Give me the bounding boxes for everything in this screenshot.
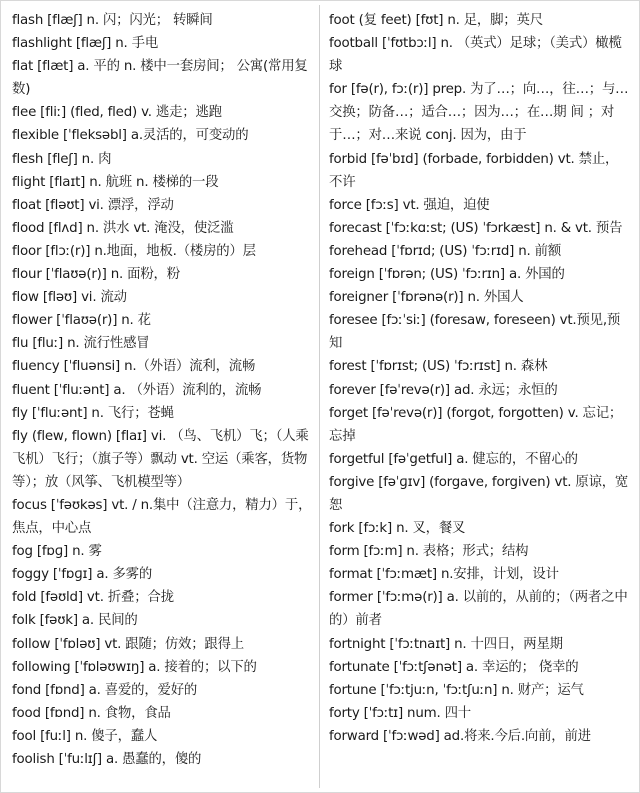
entry-follow: follow [ˈfɒləʊ] vt. 跟随；仿效；跟得上 bbox=[12, 636, 244, 652]
left-column bbox=[12, 9, 312, 771]
entry-forehead: forehead [ˈfɒrɪd; (US) ˈfɔːrɪd] n. 前额 bbox=[329, 243, 562, 259]
entry-flow: flow [fləʊ] vi. 流动 bbox=[12, 290, 127, 306]
entry-focus: focus [ˈfəʊkəs] vt. / n.集中（注意力，精力）于，焦点，中心点 bbox=[12, 497, 312, 537]
entry-flash: flash [flæʃ] n. 闪；闪光； 转瞬间 bbox=[12, 13, 213, 28]
entry-fog: fog [fɒɡ] n. 雾 bbox=[12, 544, 102, 560]
entry-forget: forget [fəˈrevə(r)] (forgot, forgotten) v. 忘记；忘掉 bbox=[329, 405, 623, 444]
entry-fortunate: fortunate [ˈfɔːtʃənət] a. 幸运的； 侥幸的 bbox=[329, 659, 579, 675]
entry-fortnight: fortnight [ˈfɔːtnaɪt] n. 十四日，两星期 bbox=[329, 636, 563, 652]
entry-flee: flee [fliː] (fled, fled) v. 逃走；逃跑 bbox=[12, 105, 222, 121]
entry-forbid: forbid [fəˈbɪd] (forbade, forbidden) vt. 禁止，不许 bbox=[329, 151, 619, 190]
entry-fluency: fluency [ˈfluənsi] n.（外语）流利，流畅 bbox=[12, 359, 256, 375]
entry-flashlight: flashlight [flæʃ] n. 手电 bbox=[12, 36, 159, 52]
entry-food: food [fɒnd] n. 食物，食品 bbox=[12, 705, 171, 721]
entry-forward: forward [ˈfɔːwəd] ad.将来.今后.向前，前进 bbox=[329, 728, 591, 744]
entry-fork: fork [fɔːk] n. 叉，餐叉 bbox=[329, 521, 466, 537]
entry-foresee: foresee [fɔːˈsiː] (foresaw, foreseen) vt.预见,预知 bbox=[329, 313, 621, 352]
entry-foot: foot (复 feet) [fʊt] n. 足，脚；英尺 bbox=[329, 13, 543, 28]
entry-forever: forever [fəˈrevə(r)] ad. 永远；永恒的 bbox=[329, 382, 558, 398]
entry-folk: folk [fəʊk] a. 民间的 bbox=[12, 613, 138, 629]
entry-fluent: fluent [ˈfluːənt] a. （外语）流利的，流畅 bbox=[12, 382, 262, 398]
entry-float: float [fləʊt] vi. 漂浮，浮动 bbox=[12, 197, 174, 213]
entry-foolish: foolish [ˈfuːlɪʃ] a. 愚蠢的，傻的 bbox=[12, 752, 202, 767]
entry-forgetful: forgetful [fəˈgetful] a. 健忘的，不留心的 bbox=[329, 451, 578, 467]
entry-foggy: foggy [ˈfɒɡɪ] a. 多雾的 bbox=[12, 567, 153, 583]
entry-fond: fond [fɒnd] a. 喜爱的，爱好的 bbox=[12, 682, 198, 698]
entry-football: football [ˈfʊtbɔːl] n. （英式）足球；（美式）橄榄球 bbox=[329, 36, 622, 75]
entry-forty: forty [ˈfɔːtɪ] num. 四十 bbox=[329, 705, 471, 721]
entry-flu: flu [fluː] n. 流行性感冒 bbox=[12, 336, 150, 352]
entry-foreigner: foreigner [ˈfɒrənə(r)] n. 外国人 bbox=[329, 290, 524, 306]
entry-floor: floor [flɔː(r)] n.地面，地板.（楼房的）层 bbox=[12, 243, 256, 259]
entry-fly-noun: fly [ˈfluːənt] n. 飞行；苍蝇 bbox=[12, 405, 174, 421]
entry-fool: fool [fuːl] n. 傻子，蠢人 bbox=[12, 728, 158, 744]
entry-fold: fold [fəʊld] vt. 折叠；合拢 bbox=[12, 590, 174, 606]
entry-fly-verb: fly (flew, flown) [flaɪ] vi. （鸟、飞机）飞；（人乘飞机）飞行；（旗子等）飘动 vt. 空运（乘客，货物等）；放（风筝、飞机模型等） bbox=[12, 428, 309, 490]
entry-flesh: flesh [fleʃ] n. 肉 bbox=[12, 151, 112, 167]
entry-flat: flat [flæt] a. 平的 n. 楼中一套房间； 公寓(常用复数) bbox=[12, 59, 308, 98]
entry-forest: forest [ˈfɒrɪst; (US) ˈfɔːrɪst] n. 森林 bbox=[329, 359, 548, 375]
right-column bbox=[329, 9, 629, 748]
column-divider bbox=[319, 5, 320, 788]
entry-following: following [ˈfɒləʊwɪŋ] a. 接着的；以下的 bbox=[12, 659, 257, 675]
entry-flood: flood [flʌd] n. 洪水 vt. 淹没，使泛滥 bbox=[12, 220, 234, 236]
entry-forecast: forecast [ˈfɔːkɑːst; (US) ˈfɔrkæst] n. & vt. 预告 bbox=[329, 220, 623, 236]
entry-former: former [ˈfɔːmə(r)] a. 以前的，从前的；（两者之中的）前者 bbox=[329, 590, 628, 629]
entry-form: form [fɔːm] n. 表格；形式；结构 bbox=[329, 544, 529, 560]
entry-for: for [fə(r), fɔː(r)] prep. 为了…；向…，往…；与…交换；防备…；适合…；因为…；在…期 间 ；对于…；对…来说 conj. 因为，由于 bbox=[329, 82, 629, 144]
entry-fortune: fortune [ˈfɔːtjuːn, ˈfɔːtʃuːn] n. 财产；运气 bbox=[329, 682, 584, 698]
entry-forgive: forgive [fəˈɡɪv] (forgave, forgiven) vt. 原谅，宽恕 bbox=[329, 474, 629, 513]
entry-flower: flower [ˈflaʊə(r)] n. 花 bbox=[12, 313, 151, 329]
entry-flour: flour [ˈflaʊə(r)] n. 面粉，粉 bbox=[12, 267, 180, 283]
entry-force: force [fɔːs] vt. 强迫，迫使 bbox=[329, 197, 490, 213]
entry-format: format [ˈfɔːmæt] n.安排，计划，设计 bbox=[329, 567, 559, 583]
entry-flight: flight [flaɪt] n. 航班 n. 楼梯的一段 bbox=[12, 174, 219, 190]
entry-foreign: foreign [ˈfɒrən; (US) ˈfɔːrɪn] a. 外国的 bbox=[329, 267, 565, 283]
entry-flexible: flexible [ˈfleksəbl] a.灵活的，可变动的 bbox=[12, 128, 249, 144]
